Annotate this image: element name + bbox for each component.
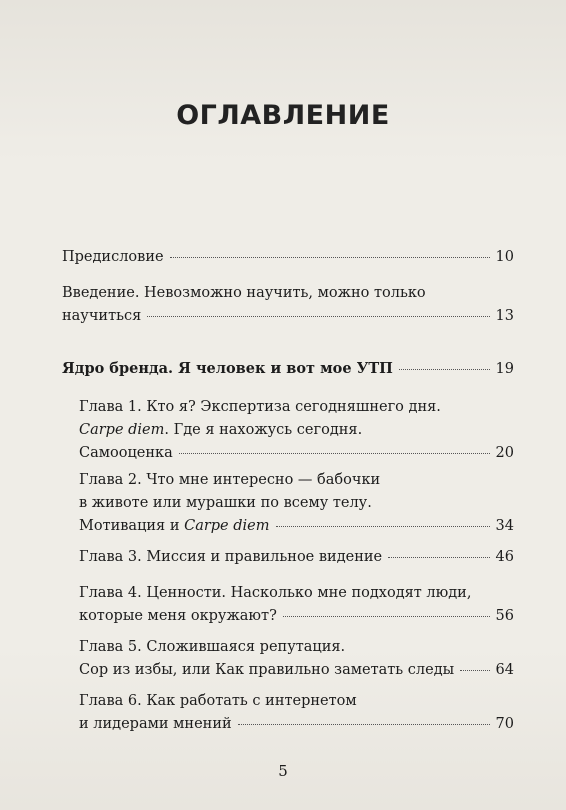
dot-leader <box>283 616 490 617</box>
toc-entry-title-cont: Мотивация и <box>79 518 185 534</box>
toc-entry-italic: Carpe diem <box>184 518 270 534</box>
toc-entry-chapter-5 <box>79 636 514 682</box>
toc-section-brand-core <box>62 357 514 381</box>
toc-entry-title: Глава 5. Сложившаяся репутация. <box>79 639 346 655</box>
dot-leader <box>399 369 490 370</box>
dot-leader <box>179 453 490 454</box>
toc-entry-title-cont: Сор из избы, или Как правильно заметать следы <box>79 662 455 678</box>
toc-entry-title-cont: которые меня окружают? <box>79 608 277 624</box>
toc-entry-title-cont: Самооценка <box>79 445 173 461</box>
toc-entry-title: Глава 4. Ценности. Насколько мне подходят люди, <box>79 585 472 601</box>
toc-entry-chapter-3 <box>79 546 514 569</box>
toc-entry-title: Глава 3. Миссия и правильное видение <box>79 549 383 565</box>
dot-leader <box>276 526 490 527</box>
dot-leader <box>388 557 489 558</box>
toc-entry-chapter-4 <box>79 582 514 628</box>
dot-leader <box>170 257 490 258</box>
dot-leader <box>460 670 489 671</box>
toc-page-number: 20 <box>495 445 514 461</box>
toc-page-number: 56 <box>495 608 514 624</box>
toc-entry-title-cont: и лидерами мнений <box>79 716 232 732</box>
toc-entry-title: Введение. Невозможно научить, можно только <box>62 285 426 301</box>
toc-entry-chapter-6 <box>79 690 514 736</box>
dot-leader <box>147 316 489 317</box>
toc-entry-title: Глава 2. Что мне интересно — бабочки <box>79 472 381 488</box>
toc-page-number: 19 <box>495 361 514 377</box>
toc-page-number: 64 <box>495 662 514 678</box>
toc-entry-title: Предисловие <box>62 249 164 265</box>
toc-page-number: 10 <box>495 249 514 265</box>
dot-leader <box>238 724 490 725</box>
toc-entry-title: Глава 6. Как работать с интернетом <box>79 693 357 709</box>
toc-page-number: 46 <box>495 549 514 565</box>
toc-entry-title-cont: в животе или мурашки по всему телу. <box>79 495 372 511</box>
toc-entry-title-cont: научиться <box>62 308 142 324</box>
toc-entry-title: Глава 1. Кто я? Экспертиза сегодняшнего дня. <box>79 399 441 415</box>
toc-page-number: 34 <box>495 518 514 534</box>
toc-entry-chapter-1 <box>79 396 514 465</box>
toc-page-number: 13 <box>495 308 514 324</box>
toc-section-title: Ядро бренда. Я человек и вот мое УТП <box>62 360 393 377</box>
toc-entry-introduction <box>62 282 514 328</box>
toc-page-number: 70 <box>495 716 514 732</box>
page-number: 5 <box>278 762 288 780</box>
toc-entry-chapter-2 <box>79 469 514 538</box>
toc-entry-title-cont: . Где я нахожусь сегодня. <box>164 422 363 438</box>
page-title: ОГЛАВЛЕНИЕ <box>176 100 390 131</box>
toc-entry-preface <box>62 246 514 269</box>
toc-entry-italic: Carpe diem <box>79 422 165 438</box>
